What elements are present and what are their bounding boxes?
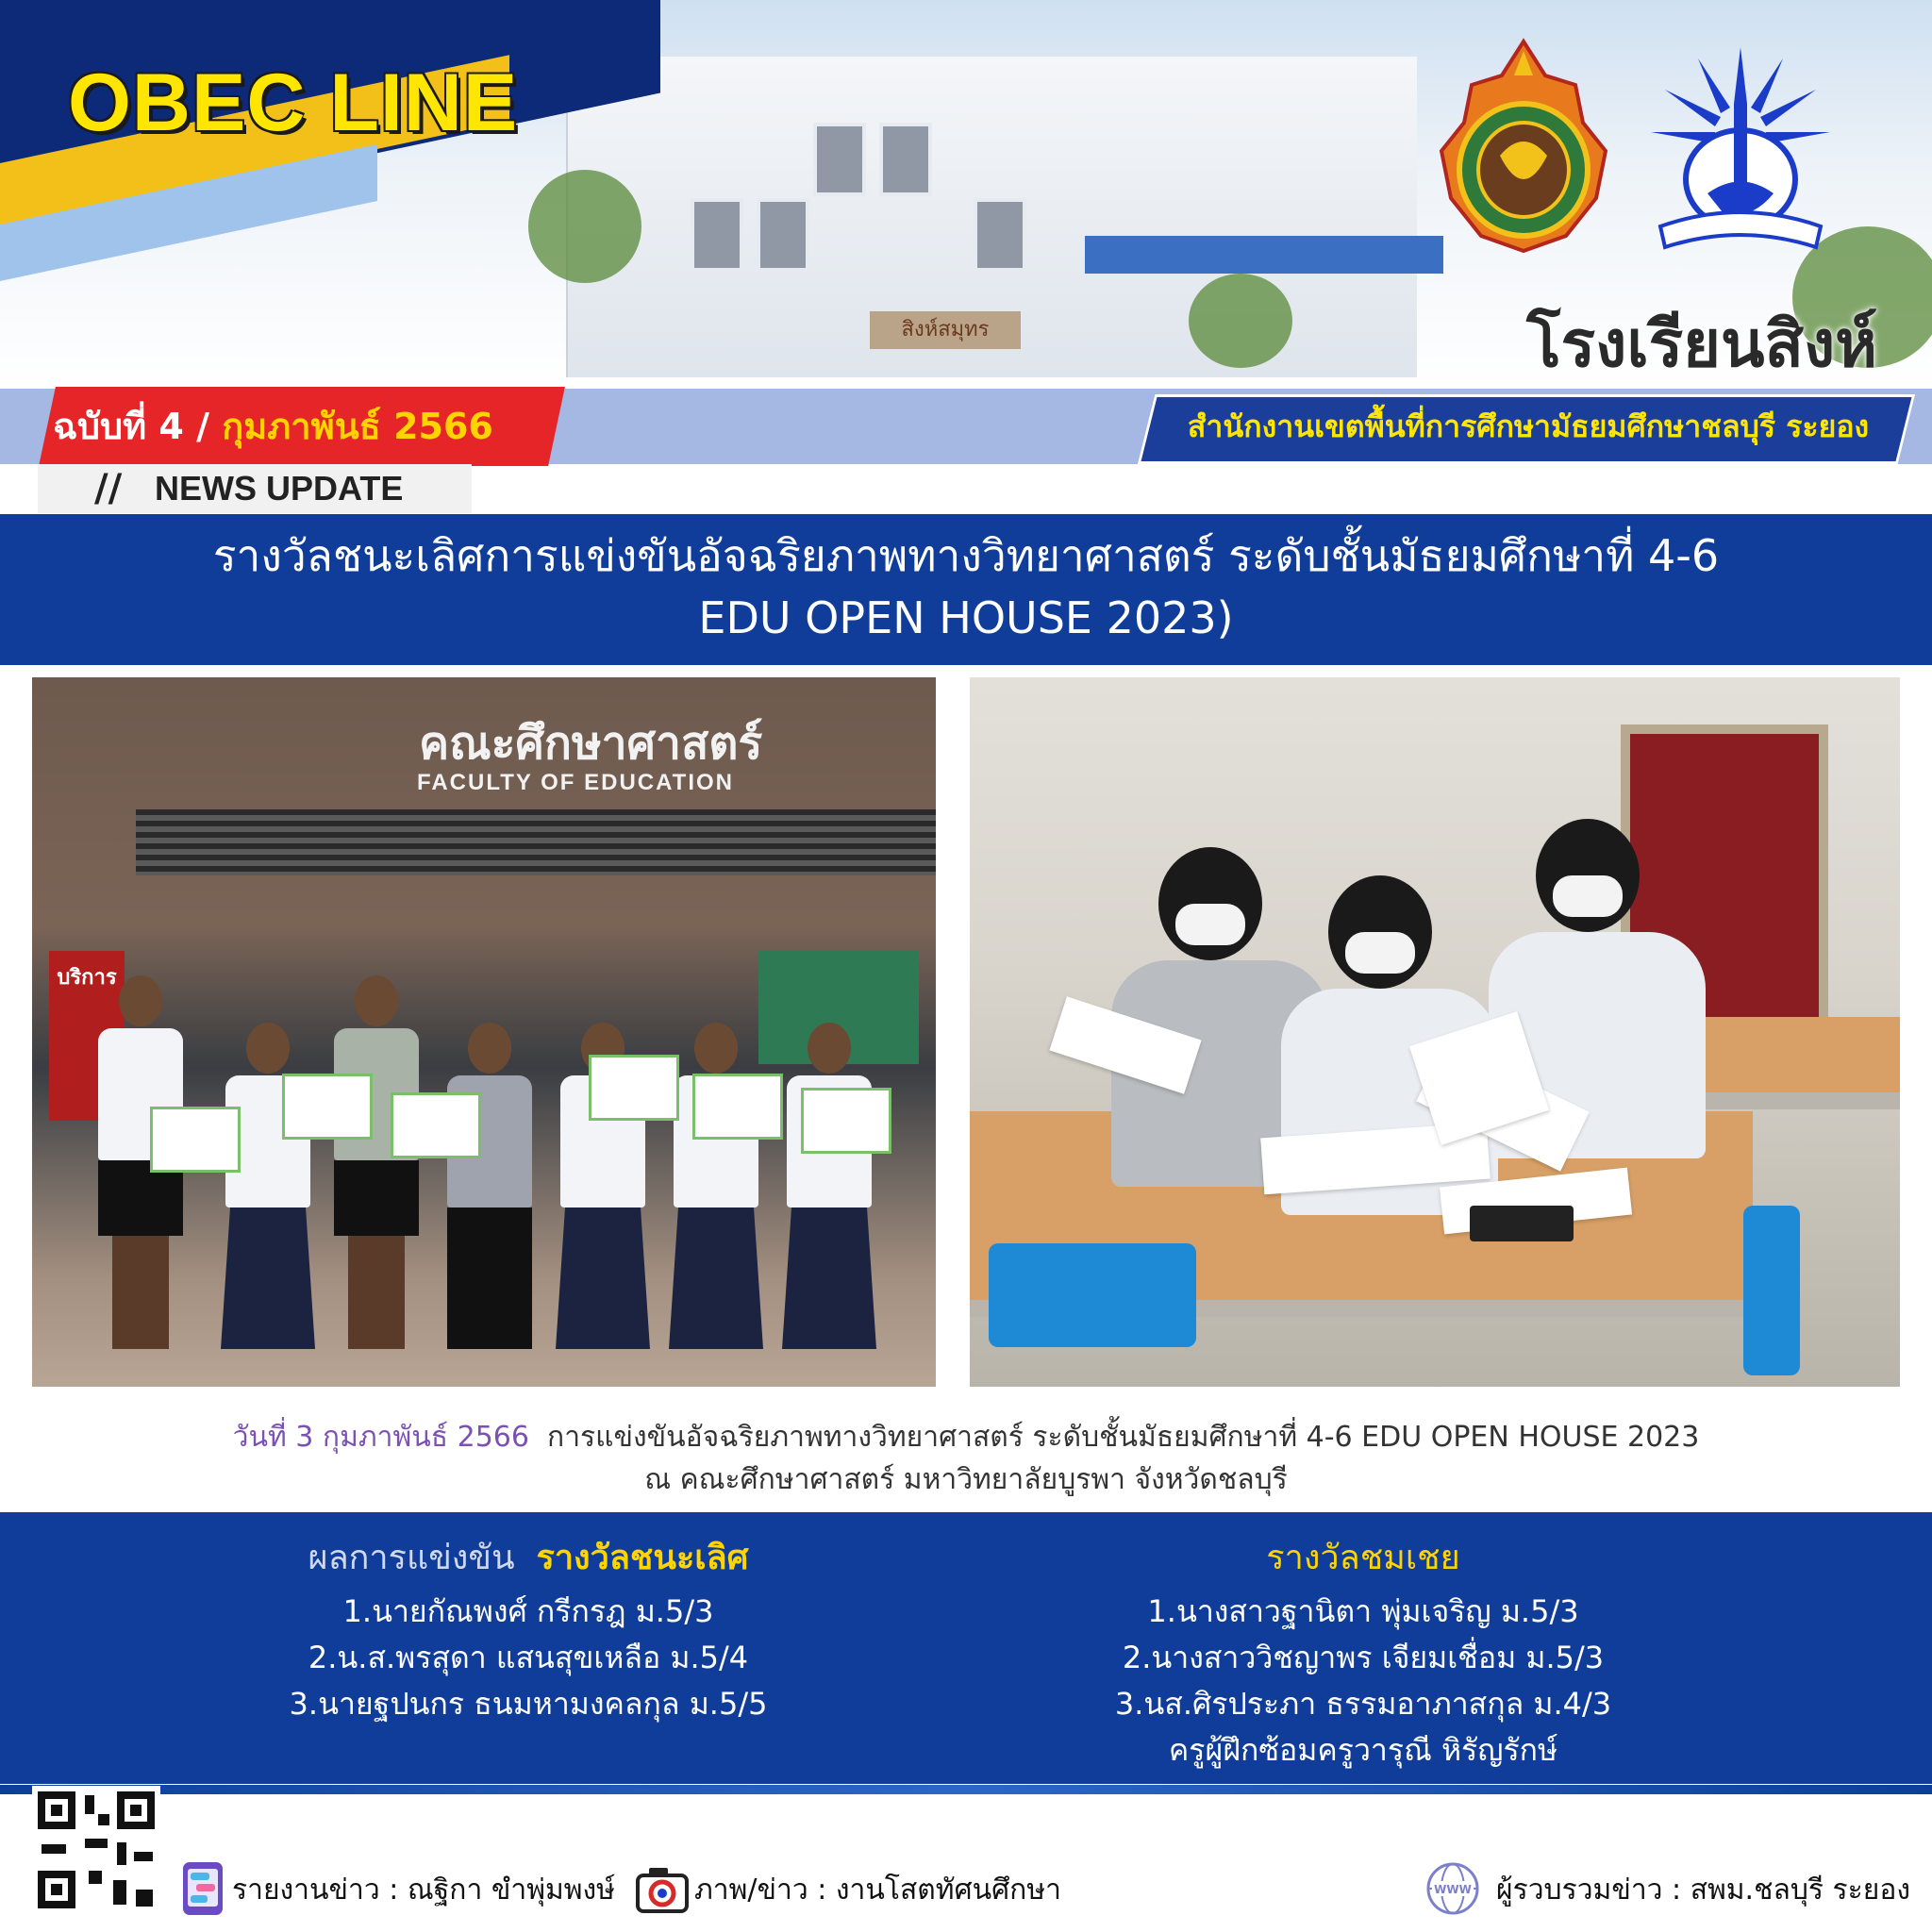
group-photo (32, 677, 936, 1387)
teacher-figure (447, 1023, 532, 1349)
news-slashes: // (94, 467, 123, 510)
winner-item: 3.นายฐปนกร ธนมหามงคลกุล ม.5/5 (289, 1686, 768, 1722)
building-roof (1085, 236, 1443, 274)
faculty-sign-english: FACULTY OF EDUCATION (417, 770, 734, 795)
certificate (589, 1055, 679, 1121)
winner-item: 2.น.ส.พรสุดา แสนสุขเหลือ ม.5/4 (308, 1640, 749, 1675)
certificate (150, 1107, 241, 1173)
building-sign: สิงห์สมุทร (870, 311, 1021, 349)
winners-heading (226, 1528, 830, 1589)
photo-caption-line-1 (0, 1415, 1932, 1459)
winners-heading-award: รางวัลชนะเลิศ (536, 1539, 749, 1577)
news-update-text: NEWS UPDATE (155, 469, 404, 508)
palm-tree (528, 170, 641, 283)
building-window (974, 198, 1026, 272)
headline (38, 525, 1894, 649)
honorable-mention-item: 2.นางสาววิชญาพร เจียมเชื่อม ม.5/3 (1122, 1640, 1605, 1675)
header-banner (0, 0, 1932, 387)
honorable-mention-column (1057, 1528, 1670, 1774)
headline-line-2: EDU OPEN HOUSE 2023) (698, 592, 1234, 643)
photo-caption-line-2: ณ คณะศึกษาศาสตร์ มหาวิทยาลัยบูรพา จังหวัดชลบุรี (644, 1463, 1288, 1496)
headline-line-1: รางวัลชนะเลิศการแข่งขันอัจฉริยภาพทางวิทยาศาสตร์ ระดับชั้นมัธยมศึกษาที่ 4-6 (212, 530, 1720, 581)
compiler-credit: ผู้รวบรวมข่าว : สพม.ชลบุรี ระยอง (1496, 1874, 1910, 1907)
obec-emblem-logo (1434, 38, 1613, 255)
building-window (691, 198, 743, 272)
news-update-label (38, 464, 472, 513)
issue-separator: / (183, 406, 223, 447)
student-figure (787, 1023, 872, 1349)
faculty-sign-thai: คณะศึกษาศาสตร์ (419, 717, 763, 770)
honorable-mention-item: 1.นางสาวฐานิตา พุ่มเจริญ ม.5/3 (1147, 1593, 1579, 1629)
winner-item: 1.นายกัณพงศ์ กรีกรฎ ม.5/3 (342, 1593, 714, 1629)
winners-column (226, 1528, 830, 1727)
winners-heading-prefix: ผลการแข่งขัน (308, 1539, 515, 1577)
footer-divider (0, 1785, 1932, 1794)
photo-news-credit: ภาพ/ข่าว : งานโสตทัศนศึกษา (694, 1874, 1061, 1907)
building-window (813, 123, 866, 196)
honorable-mention-heading: รางวัลชมเชย (1266, 1539, 1460, 1577)
trainer-credit: ครูผู้ฝึกซ้อมครูวารุณี หิรัญรักษ์ (1168, 1732, 1558, 1768)
school-name: โรงเรียนสิงห์ (1526, 308, 1877, 382)
globe-www-icon[interactable] (1423, 1860, 1483, 1917)
classroom-photo (970, 677, 1900, 1387)
calculator (1470, 1206, 1574, 1241)
student-figure (334, 975, 419, 1349)
palm-tree (1189, 274, 1292, 368)
school-emblem-logo (1641, 38, 1840, 255)
building-window (879, 123, 932, 196)
reporter-credit: รายงานข่าว : ณฐิกา ขำพุ่มพงษ์ (232, 1874, 615, 1907)
phone-chat-icon (177, 1860, 228, 1917)
issue-label (53, 398, 534, 455)
chair (1743, 1206, 1800, 1375)
certificate (282, 1074, 373, 1140)
caption-event: การแข่งขันอัจฉริยภาพทางวิทยาศาสตร์ ระดับชั้นมัธยมศึกษาที่ 4-6 EDU OPEN HOUSE 2023 (547, 1421, 1700, 1454)
student-figure (674, 1023, 758, 1349)
building-window (757, 198, 809, 272)
issue-number: ฉบับที่ 4 (53, 406, 184, 447)
chair (989, 1243, 1196, 1347)
camera-icon (634, 1860, 691, 1917)
student-figure (225, 1023, 310, 1349)
certificate (801, 1088, 891, 1154)
caption-date: วันที่ 3 กุมภาพันธ์ 2566 (232, 1421, 529, 1454)
certificate (692, 1074, 783, 1140)
qr-code-icon[interactable] (32, 1786, 160, 1914)
certificate (391, 1092, 481, 1158)
office-name: สำนักงานเขตพื้นที่การศึกษามัธยมศึกษาชลบุรี ระยอง (1187, 408, 1870, 444)
honorable-mention-item: 3.นส.ศิรประภา ธรรมอาภาสกุล ม.4/3 (1114, 1686, 1612, 1722)
service-sign: บริการ (49, 951, 125, 1121)
building-awning (136, 809, 936, 875)
issue-date: กุมภาพันธ์ 2566 (222, 406, 493, 447)
www-label: WWW (1434, 1883, 1472, 1896)
brand-title: OBEC LINE (68, 58, 519, 148)
